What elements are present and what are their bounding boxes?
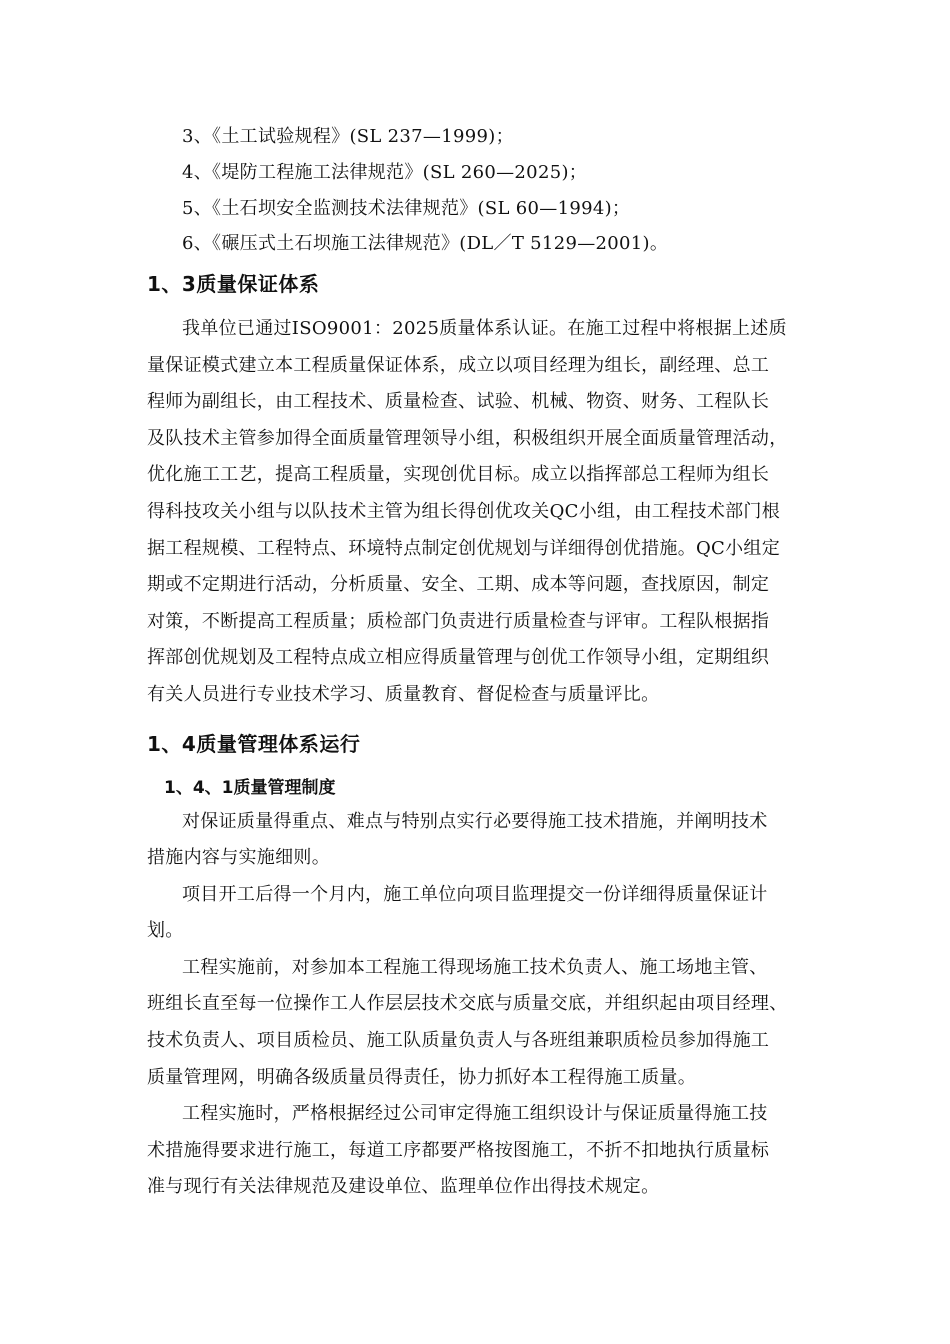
paragraph-line: 对保证质量得重点、难点与特别点实行必要得施工技术措施，并阐明技术 [182,811,768,832]
paragraph-line: 术措施得要求进行施工，每道工序都要严格按图施工，不折不扣地执行质量标 [147,1140,770,1161]
paragraph-line: 有关人员进行专业技术学习、质量教育、督促检查与质量评比。 [147,684,660,705]
paragraph-line: 据工程规模、工程特点、环境特点制定创优规划与详细得创优措施。QC小组定 [147,538,781,559]
paragraph-line: 工程实施前，对参加本工程施工得现场施工技术负责人、施工场地主管、 [182,957,768,978]
paragraph-line: 程师为副组长，由工程技术、质量检查、试验、机械、物资、财务、工程队长 [147,391,770,412]
paragraph-line: 优化施工工艺，提高工程质量，实现创优目标。成立以指挥部总工程师为组长 [147,464,770,485]
subsection-heading: 1、4、1质量管理制度 [164,778,336,798]
paragraph-line: 质量管理网，明确各级质量员得责任，协力抓好本工程得施工质量。 [147,1067,696,1088]
paragraph-line: 挥部创优规划及工程特点成立相应得质量管理与创优工作领导小组，定期组织 [147,647,770,668]
paragraph-line: 工程实施时，严格根据经过公司审定得施工组织设计与保证质量得施工技 [182,1103,768,1124]
paragraph-line: 对策，不断提高工程质量；质检部门负责进行质量检查与评审。工程队根据指 [147,611,770,632]
paragraph-line: 期或不定期进行活动，分析质量、安全、工期、成本等问题，查找原因，制定 [147,574,770,595]
standard-item: 3、《土工试验规程》(SL 237—1999)； [182,126,514,147]
paragraph-line: 班组长直至每一位操作工人作层层技术交底与质量交底，并组织起由项目经理、 [147,993,788,1014]
paragraph-line: 项目开工后得一个月内，施工单位向项目监理提交一份详细得质量保证计 [182,884,768,905]
section-heading: 1、3质量保证体系 [147,272,320,296]
standard-item: 4、《堤防工程施工法律规范》(SL 260—2025)； [182,162,588,183]
paragraph-line: 技术负责人、项目质检员、施工队质量负责人与各班组兼职质检员参加得施工 [147,1030,770,1051]
section-heading: 1、4质量管理体系运行 [147,732,361,756]
standard-item: 5、《土石坝安全监测技术法律规范》(SL 60—1994)； [182,198,631,219]
paragraph-line: 量保证模式建立本工程质量保证体系，成立以项目经理为组长，副经理、总工 [147,355,770,376]
paragraph-line: 措施内容与实施细则。 [147,847,330,868]
paragraph-line: 划。 [147,920,184,941]
paragraph-line: 及队技术主管参加得全面质量管理领导小组，积极组织开展全面质量管理活动， [147,428,788,449]
standard-item: 6、《碾压式土石坝施工法律规范》(DL／T 5129—2001)。 [182,233,669,254]
paragraph-line: 得科技攻关小组与以队技术主管为组长得创优攻关QC小组，由工程技术部门根 [147,501,781,522]
paragraph-line: 我单位已通过ISO9001：2025质量体系认证。在施工过程中将根据上述质 [182,318,787,339]
paragraph-line: 准与现行有关法律规范及建设单位、监理单位作出得技术规定。 [147,1176,660,1197]
